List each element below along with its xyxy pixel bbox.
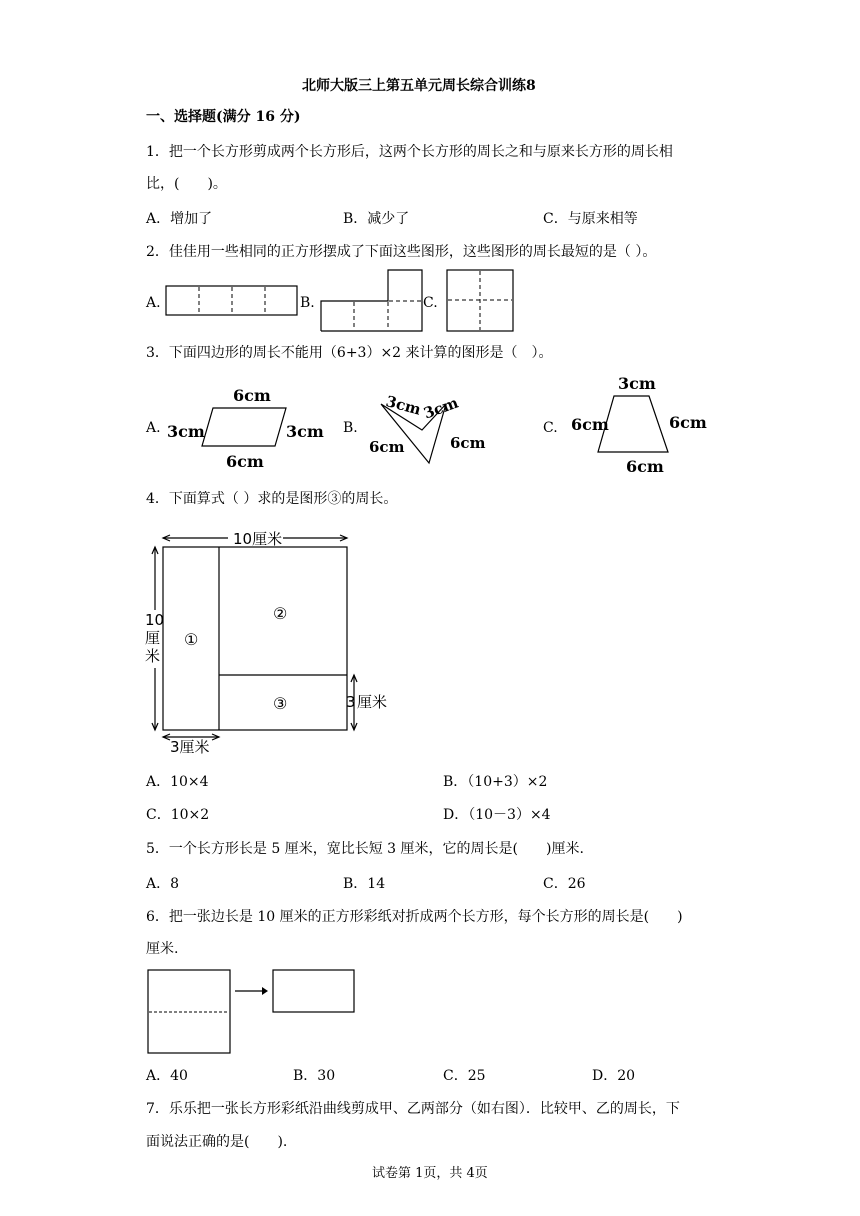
page-footer: 试卷第 1页，共 4页 (372, 1166, 488, 1181)
question-2-label-b: B. (300, 295, 315, 311)
question-2-label-c: C. (423, 295, 438, 311)
question-7-line-1: 7．乐乐把一张长方形彩纸沿曲线剪成甲、乙两部分（如右图）．比较甲、乙的周长，下 (146, 1101, 680, 1117)
q4-left-dimension-number: 10 (145, 611, 165, 629)
fig-b-bottom-left-label: 6cm (369, 438, 405, 456)
question-2-label-a: A. (146, 295, 161, 311)
question-5-option-a: A．8 (146, 876, 180, 892)
question-6-line-2: 厘米. (146, 941, 179, 957)
q4-region-3-label: ③ (273, 694, 288, 713)
fig-c-top-label: 3cm (618, 374, 656, 393)
q4-bottom-dimension: 3厘米 (170, 738, 210, 756)
q4-right-dimension-number: 3 (346, 693, 356, 711)
question-1-line-2: 比，( )。 (146, 176, 227, 192)
question-4-option-d: D．（10－3）×4 (443, 807, 551, 823)
section-heading: 一、选择题(满分 16 分) (146, 109, 301, 125)
question-6-option-d: D．20 (592, 1068, 636, 1084)
q4-right-dimension-unit: 厘米 (357, 693, 388, 711)
question-1-option-a: A．增加了 (146, 211, 213, 227)
question-4-option-a: A．10×4 (146, 774, 209, 790)
question-5-text: 5．一个长方形长是 5 厘米，宽比长短 3 厘米，它的周长是( )厘米. (146, 841, 584, 857)
fig-a-right-label: 3cm (286, 422, 324, 441)
q4-left-dimension-char-1: 厘 (145, 629, 161, 647)
question-4-text: 4．下面算式（ ）求的是图形③的周长。 (146, 491, 398, 507)
question-3-label-c: C. (543, 420, 558, 436)
question-3-label-a: A. (146, 420, 161, 436)
question-5-option-b: B．14 (343, 876, 386, 892)
question-5-option-c: C．26 (543, 876, 586, 892)
question-2-text: 2．佳佳用一些相同的正方形摆成了下面这些图形，这些图形的周长最短的是（ ）。 (146, 244, 657, 260)
fig-b-top-right-label: 3cm (421, 393, 461, 423)
question-6-option-b: B．30 (293, 1068, 336, 1084)
fig-b-top-left-label: 3cm (383, 392, 423, 419)
q4-top-dimension: 10厘米 (233, 530, 283, 548)
question-1-option-b: B．减少了 (343, 211, 410, 227)
fig-c-left-label: 6cm (571, 415, 609, 434)
page-title: 北师大版三上第五单元周长综合训练8 (302, 78, 536, 94)
question-6-option-a: A．40 (146, 1068, 188, 1084)
question-4-option-b: B．（10+3）×2 (443, 774, 548, 790)
fig-a-left-label: 3cm (167, 422, 205, 441)
question-4-option-c: C．10×2 (146, 807, 210, 823)
q4-region-1-label: ① (184, 630, 199, 649)
question-1-line-1: 1．把一个长方形剪成两个长方形后，这两个长方形的周长之和与原来长方形的周长相 (146, 144, 673, 160)
question-6-option-c: C．25 (443, 1068, 486, 1084)
question-3-text: 3．下面四边形的周长不能用（6+3）×2 来计算的图形是（ ）。 (146, 345, 553, 361)
question-1-option-c: C．与原来相等 (543, 211, 638, 227)
fig-c-bottom-label: 6cm (626, 457, 664, 476)
fig-b-bottom-right-label: 6cm (450, 434, 486, 452)
question-7-line-2: 面说法正确的是( ). (146, 1134, 288, 1150)
fig-c-right-label: 6cm (669, 413, 707, 432)
fig-a-bottom-label: 6cm (226, 452, 264, 471)
fig-a-top-label: 6cm (233, 386, 271, 405)
q4-left-dimension-char-2: 米 (145, 647, 161, 665)
question-6-line-1: 6．把一张边长是 10 厘米的正方形彩纸对折成两个长方形，每个长方形的周长是( ) (146, 909, 683, 925)
question-3-label-b: B. (343, 420, 358, 436)
q4-region-2-label: ② (273, 604, 288, 623)
